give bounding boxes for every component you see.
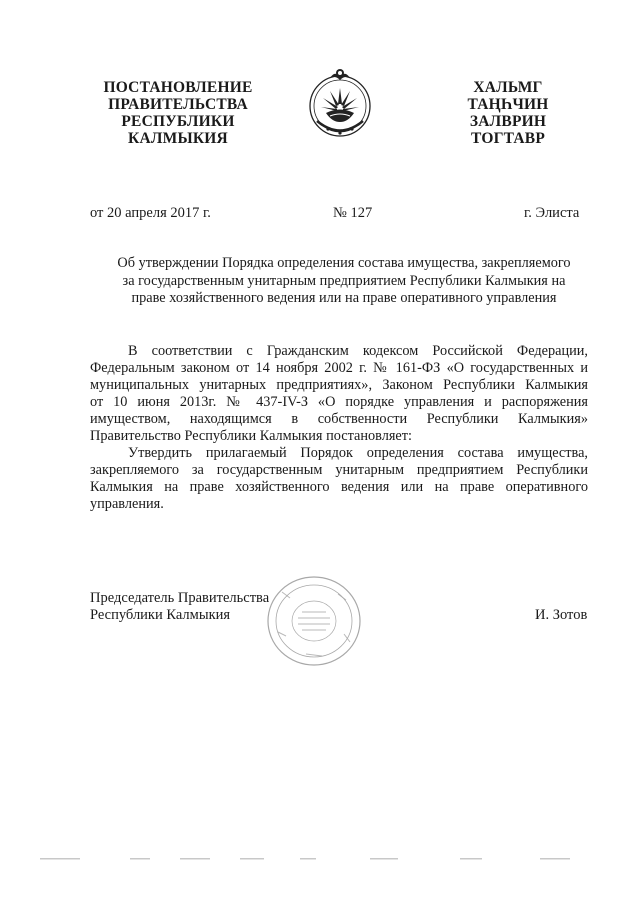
header-left-line: ПОСТАНОВЛЕНИЕ bbox=[103, 79, 253, 96]
body-line: закрепляемого за государственным унитарным предприятием Республики bbox=[90, 462, 588, 478]
header-right-line: ХАЛЬМГ bbox=[473, 79, 543, 96]
body-line: управления. bbox=[90, 496, 164, 512]
document-date: от 20 апреля 2017 г. bbox=[90, 205, 211, 221]
header-left-line: КАЛМЫКИЯ bbox=[128, 130, 228, 147]
body-line: от 10 июня 2013г. № 437-IV-З «О порядке управления и распоряжения bbox=[90, 394, 588, 410]
body-line: Калмыкия на праве хозяйственного ведения или на праве оперативного bbox=[90, 479, 588, 495]
title-line: за государственным унитарным предприятием Республики Калмыкия на bbox=[122, 272, 566, 289]
body-line: В соответствии с Гражданским кодексом Российской Федерации, bbox=[128, 343, 588, 359]
document-number: № 127 bbox=[333, 205, 373, 221]
header-left-line: ПРАВИТЕЛЬСТВА bbox=[108, 96, 248, 113]
header-right-line: ТАҢҺЧИН bbox=[467, 96, 549, 113]
signatory-name: И. Зотов bbox=[535, 607, 588, 623]
header-left-line: РЕСПУБЛИКИ bbox=[121, 113, 235, 130]
signatory-title-line2: Республики Калмыкия bbox=[90, 607, 231, 623]
body-line: муниципальных унитарных предприятиях», Законом Республики Калмыкия bbox=[90, 377, 588, 393]
header-right-line: ТОГТАВР bbox=[470, 130, 546, 147]
kalmykia-coat-of-arms-icon bbox=[308, 66, 372, 142]
title-line: Об утверждении Порядка определения состава имущества, закрепляемого bbox=[117, 255, 571, 271]
header-left-title bbox=[92, 79, 264, 147]
body-line: Утвердить прилагаемый Порядок определения состава имущества, bbox=[128, 445, 588, 461]
round-seal-stamp-icon bbox=[262, 572, 366, 670]
document-city: г. Элиста bbox=[524, 205, 580, 221]
scan-noise-line bbox=[40, 856, 600, 862]
signatory-title: Председатель Правительства bbox=[90, 590, 270, 606]
body-line: Федеральным законом от 14 ноября 2002 г. № 161-ФЗ «О государственных и bbox=[90, 360, 588, 376]
document-title bbox=[84, 255, 604, 308]
header-right-title bbox=[446, 79, 570, 147]
body-line: имуществом, находящимся в собственности Республики Калмыкия» bbox=[90, 411, 588, 427]
body-line: Правительство Республики Калмыкия постановляет: bbox=[90, 428, 412, 444]
header-right-line: ЗАЛВРИН bbox=[469, 113, 547, 130]
title-line: праве хозяйственного ведения или на праве оперативного управления bbox=[131, 290, 557, 306]
